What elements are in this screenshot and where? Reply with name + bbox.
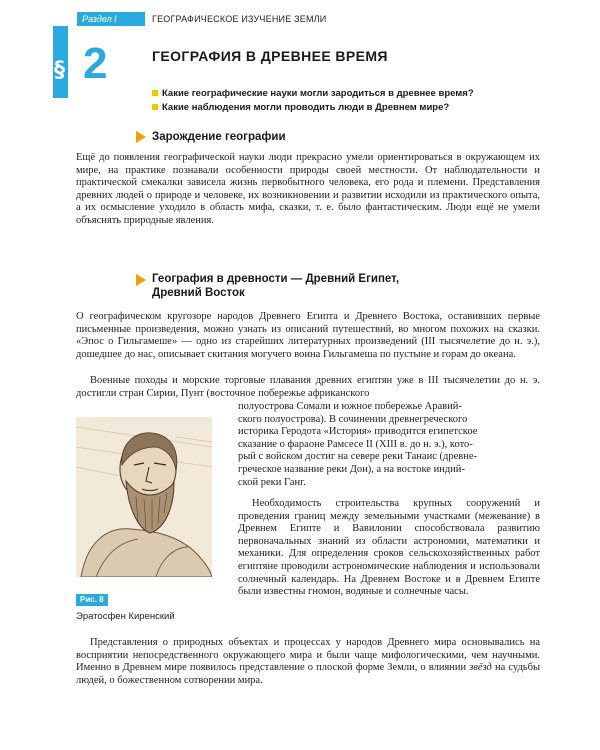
figure-label: Рис. 8 [80,595,104,604]
paragraph-sign: § [54,58,65,83]
eratosthenes-portrait [76,417,212,577]
body-paragraph: Необходимость строительства крупных сооружений и проведения границ между земельными участками (межевание) в Древнем Египте и Вавилонии способствовала развитию первоначальных знаний из области астрономии, математики и механики. Для определения сроков сельскохозяйственных работ египтяне проводили астрономические наблюдения и использовали солнечный календарь. На Древнем Востоке и в Древнем Египте были известны гномон, водяные и солнечные часы. [238,498,540,598]
section-label: Раздел I [82,14,117,24]
question-item: Какие географические науки могли зародиться в древнее время? [152,88,474,99]
section-heading: География в древности — Древний Египет, Древний Восток [152,273,400,299]
body-paragraph: О географическом кругозоре народов Древнего Египта и Древнего Востока, оставивших первые письменные произведения, можно узнать из описаний путешествий, во многом похожих на сказки. «Эпос о Гильгамеше» — одно из старейших литературных произведений (III тысячелетие до н. э.), дошедшее до нас, описывает скитания могучего воина Гильгамеша по пустыне и горам до океана. [76,311,540,360]
body-paragraph: Ещё до появления географической науки люди прекрасно умели ориентироваться в окружающем их мире, на практике познавали особенности природы своей местности. От наблюдательности и практической смекалки зависела жизнь первобытного человека, его рода и племени. Представления древних людей о природе и человеке, их возникновении и развитии исходили из практического опыта, а их осмысление уходило в область мифа, сказки, т. е. было фантастическим. Люди ещё не умели объяснять природные явления. [76,152,540,226]
paragraph-number: 2 [83,39,108,88]
figure-caption: Эратосфен Киренский [76,611,175,622]
section-heading: Зарождение географии [152,131,286,143]
section-arrow-icon [136,274,146,286]
portrait-illustration [76,417,212,577]
question-bullet-icon [152,90,158,96]
question-item: Какие наблюдения могли проводить люди в Древнем мире? [152,102,449,113]
running-header-topic: ГЕОГРАФИЧЕСКОЕ ИЗУЧЕНИЕ ЗЕМЛИ [152,14,327,24]
body-paragraph: Военные походы и морские торговые плавания древних египтян уже в III тысячелетии до н. э. достигли стран Сирии, Пунт (восточное побережье африканского [76,375,540,399]
question-bullet-icon [152,104,158,110]
page-title: ГЕОГРАФИЯ В ДРЕВНЕЕ ВРЕМЯ [152,48,388,64]
body-paragraph-wrapped: полуострова Сомали и южное побережье Аравий- ского полуострова). В сочинении древнегреческого историка Геродота «История» приводится египетское сказание о фараоне Рамсесе II (XIII в. до н. э.), кото- рый с войском достиг на севере реки Танаис (древне- греческое название реки Дон), а на востоке индий- ской реки Ганг. [238,401,478,488]
body-paragraph: Представления о природных объектах и процессах у народов Древнего мира основывались на восприятии непосредственного окружающего мира и были чаще мифологическими, чем научными. Именно в Древнем мире появилось представление о плоской форме Земли, о влиянии звёзд на судьбы людей, о божественном сотворении мира. [76,637,540,686]
section-arrow-icon [136,131,146,143]
